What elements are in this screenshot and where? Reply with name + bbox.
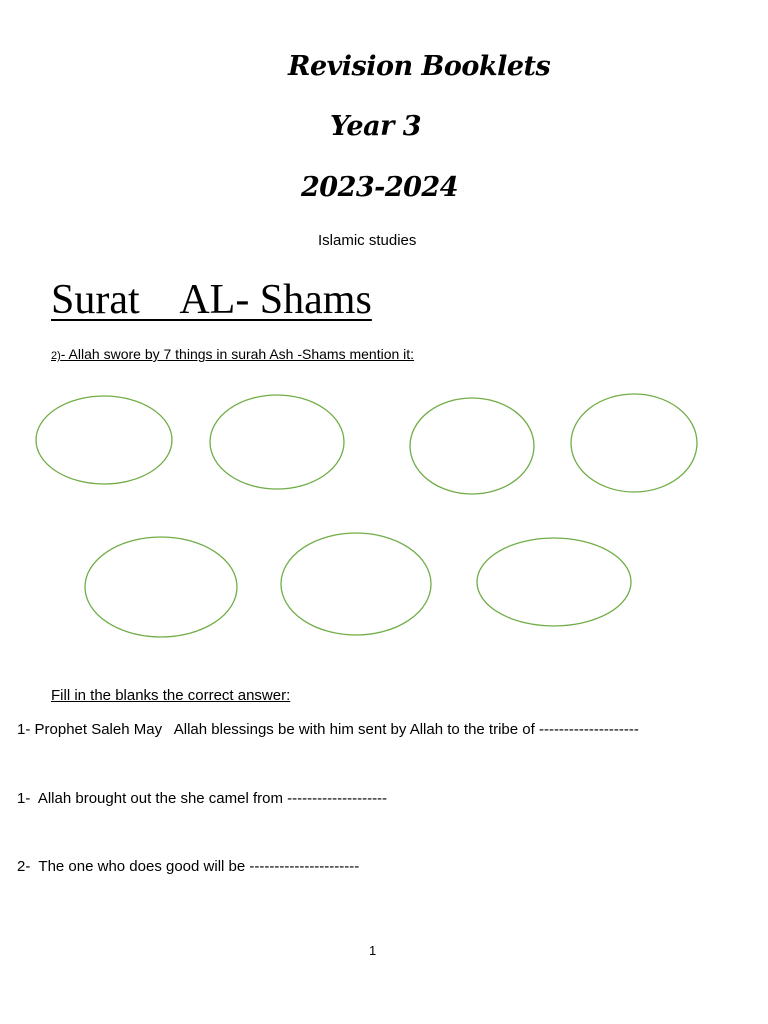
subject-label: Islamic studies [318, 232, 417, 249]
fill-in-item: 1- Prophet Saleh May Allah blessings be with him sent by Allah to the tribe of -------------------- [17, 721, 639, 738]
surah-title: Surat AL- Shams [51, 277, 372, 323]
answer-oval-6[interactable] [281, 533, 431, 635]
answer-oval-2[interactable] [210, 395, 344, 489]
answer-oval-3[interactable] [410, 398, 534, 494]
answer-oval-4[interactable] [571, 394, 697, 492]
year-level: Year 3 [330, 111, 422, 142]
answer-oval-1[interactable] [36, 396, 172, 484]
question-text: - Allah swore by 7 things in surah Ash -Shams mention it: [60, 346, 415, 362]
question-number: 2) [51, 350, 61, 362]
fill-in-item: 2- The one who does good will be ---------------------- [17, 858, 360, 875]
fill-in-item: 1- Allah brought out the she camel from -------------------- [17, 790, 388, 807]
page-number: 1 [369, 943, 377, 958]
academic-year: 2023-2024 [301, 172, 458, 203]
fill-in-heading: Fill in the blanks the correct answer: [51, 687, 291, 704]
booklet-title: Revision Booklets [288, 51, 551, 82]
answer-oval-7[interactable] [477, 538, 631, 626]
answer-oval-5[interactable] [85, 537, 237, 637]
